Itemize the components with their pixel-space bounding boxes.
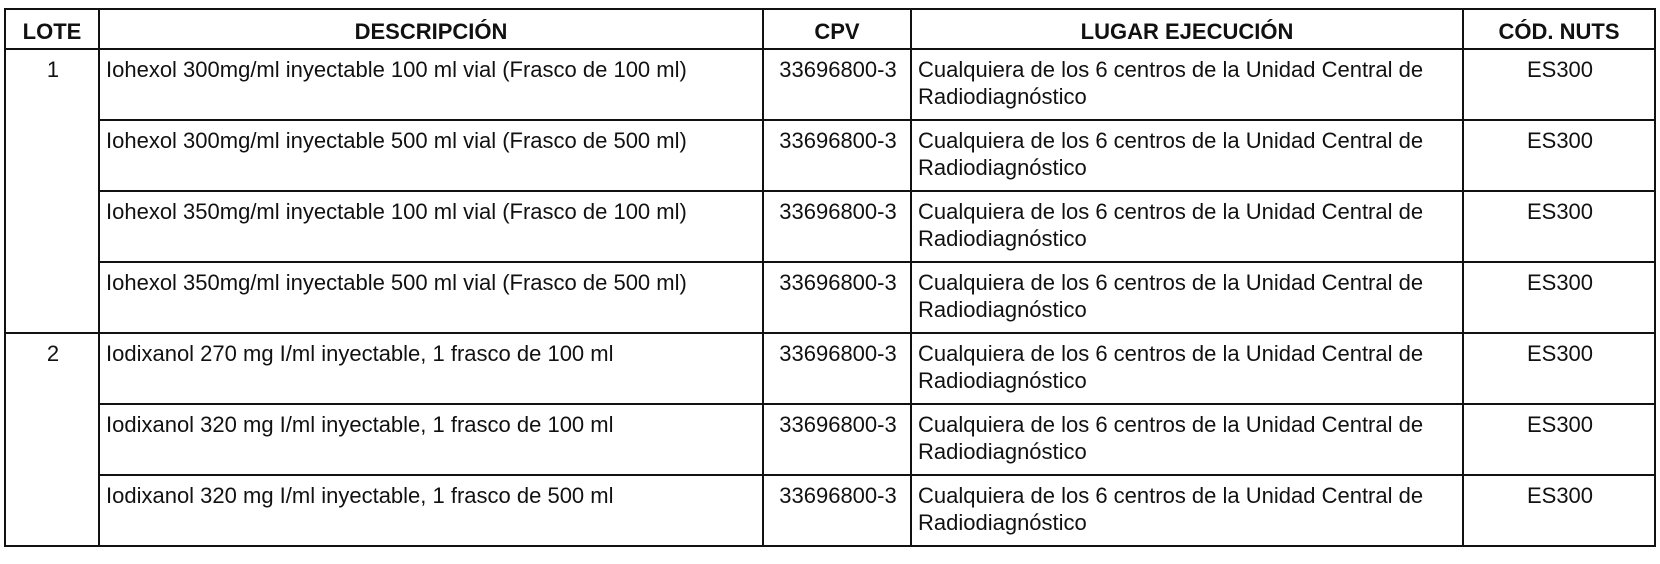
descripcion-cell: Iodixanol 320 mg I/ml inyectable, 1 frasco de 100 ml [99,404,763,475]
table-row [5,191,1655,262]
cod-nuts-cell: ES300 [1463,49,1655,120]
header-cpv: CPV [763,9,911,49]
descripcion-cell: Iohexol 350mg/ml inyectable 500 ml vial (Frasco de 500 ml) [99,262,763,333]
lugar-ejecucion-cell: Cualquiera de los 6 centros de la Unidad Central de Radiodiagnóstico [911,49,1463,120]
cod-nuts-cell: ES300 [1463,120,1655,191]
descripcion-cell: Iohexol 300mg/ml inyectable 100 ml vial (Frasco de 100 ml) [99,49,763,120]
lugar-ejecucion-cell: Cualquiera de los 6 centros de la Unidad Central de Radiodiagnóstico [911,262,1463,333]
cpv-cell: 33696800-3 [763,262,911,333]
cod-nuts-cell: ES300 [1463,191,1655,262]
descripcion-cell: Iohexol 350mg/ml inyectable 100 ml vial (Frasco de 100 ml) [99,191,763,262]
header-row [5,9,1655,49]
table-row [5,404,1655,475]
lote-number-cell: 1 [5,49,99,333]
table-row [5,333,1655,404]
descripcion-cell: Iohexol 300mg/ml inyectable 500 ml vial (Frasco de 500 ml) [99,120,763,191]
lotes-table [4,8,1656,547]
header-lugar-ejecucion: LUGAR EJECUCIÓN [911,9,1463,49]
cpv-cell: 33696800-3 [763,333,911,404]
table-body [5,49,1655,546]
lugar-ejecucion-cell: Cualquiera de los 6 centros de la Unidad Central de Radiodiagnóstico [911,120,1463,191]
cod-nuts-cell: ES300 [1463,475,1655,546]
descripcion-cell: Iodixanol 270 mg I/ml inyectable, 1 frasco de 100 ml [99,333,763,404]
lugar-ejecucion-cell: Cualquiera de los 6 centros de la Unidad Central de Radiodiagnóstico [911,475,1463,546]
cpv-cell: 33696800-3 [763,191,911,262]
cod-nuts-cell: ES300 [1463,404,1655,475]
table-row [5,120,1655,191]
descripcion-cell: Iodixanol 320 mg I/ml inyectable, 1 frasco de 500 ml [99,475,763,546]
lugar-ejecucion-cell: Cualquiera de los 6 centros de la Unidad Central de Radiodiagnóstico [911,191,1463,262]
cod-nuts-cell: ES300 [1463,262,1655,333]
table-row [5,475,1655,546]
lote-number-cell: 2 [5,333,99,546]
header-descripcion: DESCRIPCIÓN [99,9,763,49]
table-row [5,49,1655,120]
table-row [5,262,1655,333]
header-lote: LOTE [5,9,99,49]
lugar-ejecucion-cell: Cualquiera de los 6 centros de la Unidad Central de Radiodiagnóstico [911,404,1463,475]
cpv-cell: 33696800-3 [763,404,911,475]
lugar-ejecucion-cell: Cualquiera de los 6 centros de la Unidad Central de Radiodiagnóstico [911,333,1463,404]
cod-nuts-cell: ES300 [1463,333,1655,404]
header-cod-nuts: CÓD. NUTS [1463,9,1655,49]
cpv-cell: 33696800-3 [763,120,911,191]
table-header [5,9,1655,49]
cpv-cell: 33696800-3 [763,475,911,546]
cpv-cell: 33696800-3 [763,49,911,120]
